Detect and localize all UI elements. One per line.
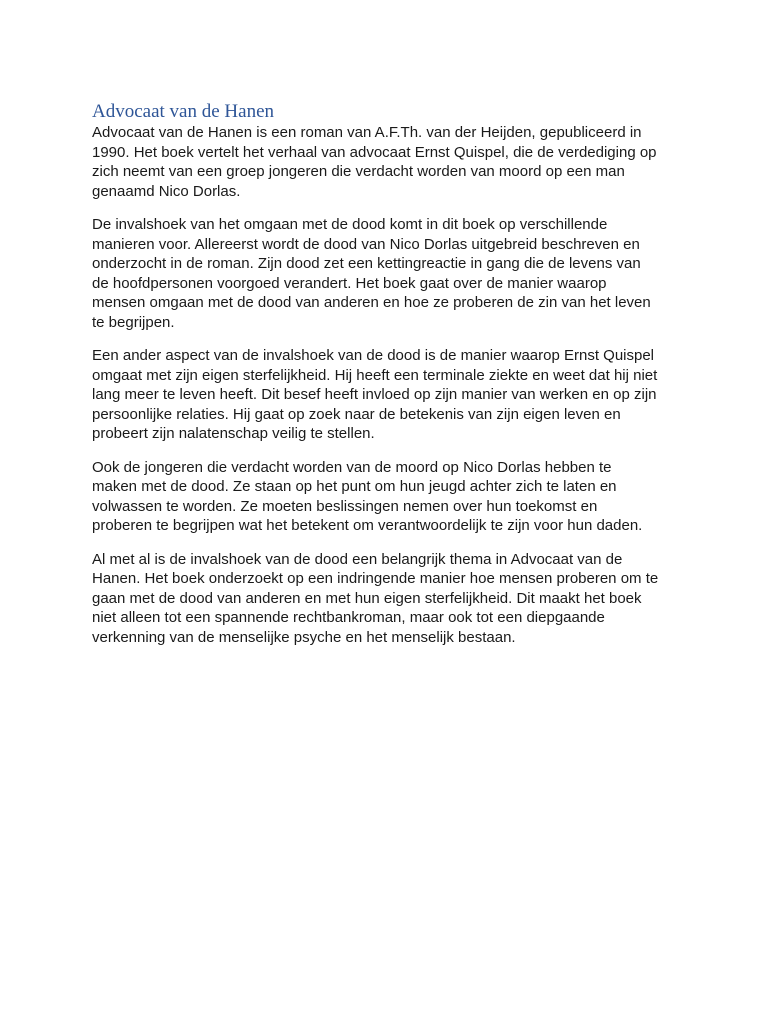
paragraph-line: manieren voor. Allereerst wordt de dood van Nico Dorlas uitgebreid beschreven en [92, 235, 640, 253]
paragraph-line: omgaat met zijn eigen sterfelijkheid. Hij heeft een terminale ziekte en weet dat hij niet [92, 366, 658, 384]
paragraph-line: maken met de dood. Ze staan op het punt om hun jeugd achter zich te laten en [92, 478, 617, 495]
paragraph-line: proberen te begrijpen wat het betekent om verantwoordelijk te zijn voor hun daden. [92, 517, 643, 534]
paragraph-line: De invalshoek van het omgaan met de dood komt in dit boek op verschillende [92, 216, 608, 233]
paragraph-5 [92, 550, 688, 648]
paragraph-line: verkenning van de menselijke psyche en het menselijk bestaan. [92, 628, 516, 646]
paragraph-line: genaamd Nico Dorlas. [92, 182, 241, 200]
paragraph-line: Een ander aspect van de invalshoek van de dood is de manier waarop Ernst Quispel [92, 347, 655, 364]
paragraph-1 [92, 123, 688, 201]
paragraph-line: de hoofdpersonen voorgoed verandert. Het boek gaat over de manier waarop [92, 274, 607, 292]
paragraph-line: 1990. Het boek vertelt het verhaal van advocaat Ernst Quispel, die de verdediging op [92, 143, 657, 161]
paragraph-line: te begrijpen. [92, 313, 175, 331]
paragraph-4 [92, 458, 688, 536]
paragraph-line: onderzocht in de roman. Zijn dood zet een kettingreactie in gang die de levens van [92, 255, 641, 272]
paragraph-line: lang meer te leven heeft. Dit besef heeft invloed op zijn manier van werken en op zijn [92, 386, 657, 403]
paragraph-line: volwassen te worden. Ze moeten beslissingen nemen over hun toekomst en [92, 497, 598, 515]
paragraph-3 [92, 346, 688, 444]
paragraph-line: Al met al is de invalshoek van de dood een belangrijk thema in Advocaat van de [92, 550, 623, 568]
document-title: Advocaat van de Hanen [92, 101, 275, 122]
paragraph-line: zich neemt van een groep jongeren die verdacht worden van moord op een man [92, 163, 625, 180]
paragraph-line: niet alleen tot een spannende rechtbankroman, maar ook tot een diepgaande [92, 609, 605, 626]
paragraph-line: mensen omgaan met de dood van anderen en hoe ze proberen de zin van het leven [92, 294, 651, 311]
paragraph-2 [92, 215, 688, 332]
paragraph-line: gaan met de dood van anderen en met hun eigen sterfelijkheid. Dit maakt het boek [92, 589, 642, 607]
paragraph-line: probeert zijn nalatenschap veilig te stellen. [92, 425, 375, 442]
paragraph-line: Ook de jongeren die verdacht worden van de moord op Nico Dorlas hebben te [92, 458, 612, 476]
document-content [92, 101, 688, 661]
paragraph-line: Advocaat van de Hanen is een roman van A.F.Th. van der Heijden, gepubliceerd in [92, 124, 642, 141]
paragraph-line: Hanen. Het boek onderzoekt op een indringende manier hoe mensen proberen om te [92, 570, 659, 587]
paragraph-line: persoonlijke relaties. Hij gaat op zoek naar de betekenis van zijn eigen leven en [92, 405, 621, 423]
